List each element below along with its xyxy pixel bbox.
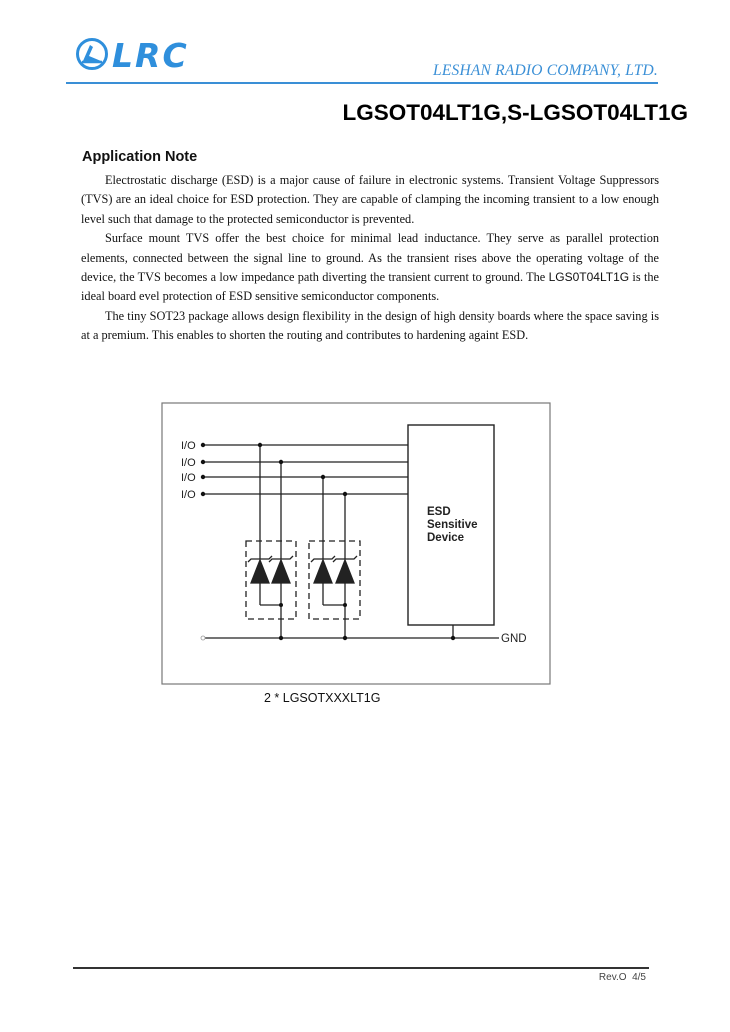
revision: Rev.O [598, 972, 627, 983]
device-label-line-1: ESD [427, 506, 451, 518]
paragraph-2-text-after: is the ideal board evel protection of ESD sensitive semiconductor components. [81, 270, 659, 304]
device-label-line-2: Sensitive [427, 519, 478, 531]
io-label-4: I/O [181, 489, 196, 501]
lrc-logo [76, 34, 206, 80]
paragraph-2 [81, 229, 659, 307]
io-label-3: I/O [181, 472, 196, 484]
io-label-1: I/O [181, 440, 196, 452]
logo-text: LRC [112, 36, 189, 75]
part-title: LGSOT04LT1G,S-LGSOT04LT1G [342, 100, 688, 125]
page-number: 4/5 [632, 972, 646, 983]
paragraph-3: The tiny SOT23 package allows design flexibility in the design of high density boards where the space saving is at a premium. This enables to shorten the routing and contributes to hardening againt ESD. [81, 308, 659, 343]
section-heading: Application Note [82, 149, 198, 165]
circuit-diagram [161, 402, 551, 685]
diagram-caption: 2 * LGSOTXXXLT1G [264, 691, 381, 705]
paragraph-1: Electrostatic discharge (ESD) is a major cause of failure in electronic systems. Transient Voltage Suppressors (TVS) are an ideal choice for ESD protection. They are capable of clamping the incoming transient to a low enough level such that damage to the protected semiconductor is prevented. [81, 173, 659, 226]
company-name: LESHAN RADIO COMPANY, LTD. [433, 62, 658, 79]
application-note-body [81, 171, 659, 346]
header-rule [66, 82, 658, 84]
device-label-line-3: Device [427, 532, 465, 544]
inline-part-number: LGS0T04LT1G [548, 270, 630, 285]
io-label-2: I/O [181, 457, 196, 469]
paragraph-2-text-before: Surface mount TVS offer the best choice for minimal lead inductance. They serve as parallel protection elements, connected between the signal line to ground. As the transient rises above the operating voltage of the device, the TVS becomes a low impedance path diverting the transient current to ground. The [81, 231, 659, 285]
gnd-label: GND [501, 633, 527, 645]
footer-rule [73, 967, 649, 969]
footer [599, 972, 646, 983]
lrc-logo-icon [76, 34, 110, 74]
gnd-terminal [201, 636, 205, 640]
